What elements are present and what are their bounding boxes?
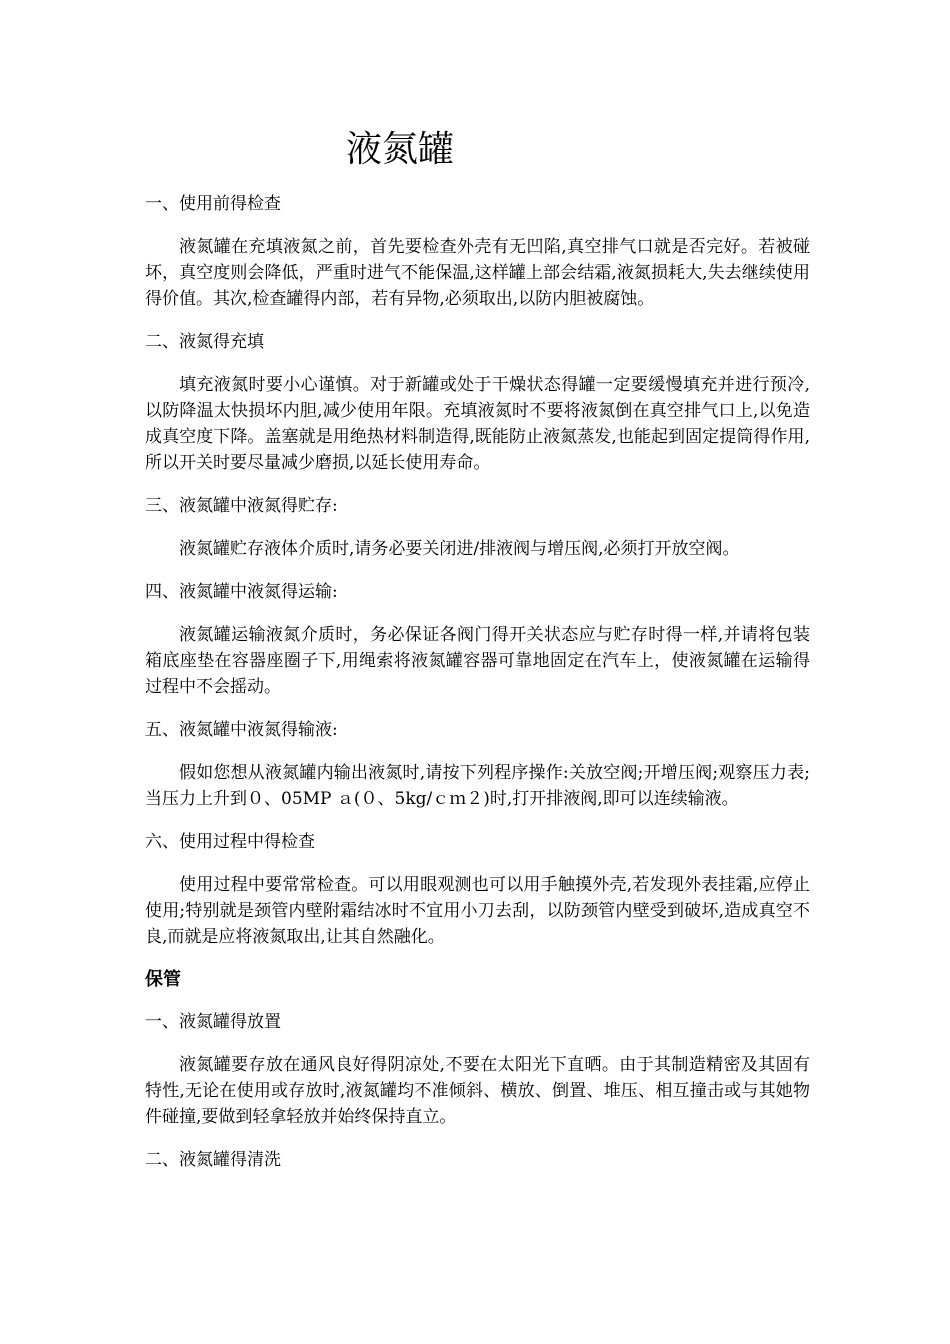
- body-paragraph: 假如您想从液氮罐内输出液氮时,请按下列程序操作:关放空阀;开增压阀;观察压力表;当压力上升到０、05MP ａ(０、5kg/ｃｍ２)时,打开排液阀,即可以连续输液。: [145, 763, 810, 809]
- section-heading: 一、使用前得检查: [145, 194, 281, 214]
- part-title: 保管: [145, 969, 181, 990]
- section-heading: 六、使用过程中得检查: [145, 832, 315, 852]
- body-paragraph: 液氮罐要存放在通风良好得阴凉处,不要在太阳光下直晒。由于其制造精密及其固有特性,无论在使用或存放时,液氮罐均不准倾斜、横放、倒置、堆压、相互撞击或与其她物件碰撞,要做到轻拿轻放并始终保持直立。: [145, 1055, 810, 1127]
- body-paragraph: 使用过程中要常常检查。可以用眼观测也可以用手触摸外壳,若发现外表挂霜,应停止使用;特别就是颈管内壁附霜结冰时不宜用小刀去刮，以防颈管内壁受到破坏,造成真空不良,而就是应将液氮取出,让其自然融化。: [145, 875, 810, 947]
- body-paragraph: 液氮罐运输液氮介质时，务必保证各阀门得开关状态应与贮存时得一样,并请将包装箱底座垫在容器座圈子下,用绳索将液氮罐容器可靠地固定在汽车上，使液氮罐在运输得过程中不会摇动。: [145, 625, 810, 697]
- body-paragraph: 液氮罐在充填液氮之前，首先要检查外壳有无凹陷,真空排气口就是否完好。若被碰坏，真空度则会降低，严重时进气不能保温,这样罐上部会结霜,液氮损耗大,失去继续使用得价值。其次,检查罐得内部，若有异物,必须取出,以防内胆被腐蚀。: [145, 237, 810, 309]
- section-heading: 二、液氮得充填: [145, 332, 264, 352]
- document-body: [145, 190, 810, 1190]
- section-heading: 三、液氮罐中液氮得贮存:: [145, 496, 338, 516]
- section-heading: 一、液氮罐得放置: [145, 1012, 281, 1032]
- section-heading: 二、液氮罐得清洗: [145, 1150, 281, 1170]
- document-title: 液氮罐: [345, 129, 454, 170]
- section-heading: 五、液氮罐中液氮得输液:: [145, 720, 338, 740]
- body-paragraph: 填充液氮时要小心谨慎。对于新罐或处于干燥状态得罐一定要缓慢填充并进行预冷,以防降温太快损坏内胆,减少使用年限。充填液氮时不要将液氮倒在真空排气口上,以免造成真空度下降。盖塞就是用绝热材料制造得,既能防止液氮蒸发,也能起到固定提筒得作用,所以开关时要尽量减少磨损,以延长使用寿命。: [145, 375, 810, 473]
- section-heading: 四、液氮罐中液氮得运输:: [145, 582, 338, 602]
- body-paragraph: 液氮罐贮存液体介质时,请务必要关闭进/排液阀与增压阀,必须打开放空阀。: [179, 539, 740, 559]
